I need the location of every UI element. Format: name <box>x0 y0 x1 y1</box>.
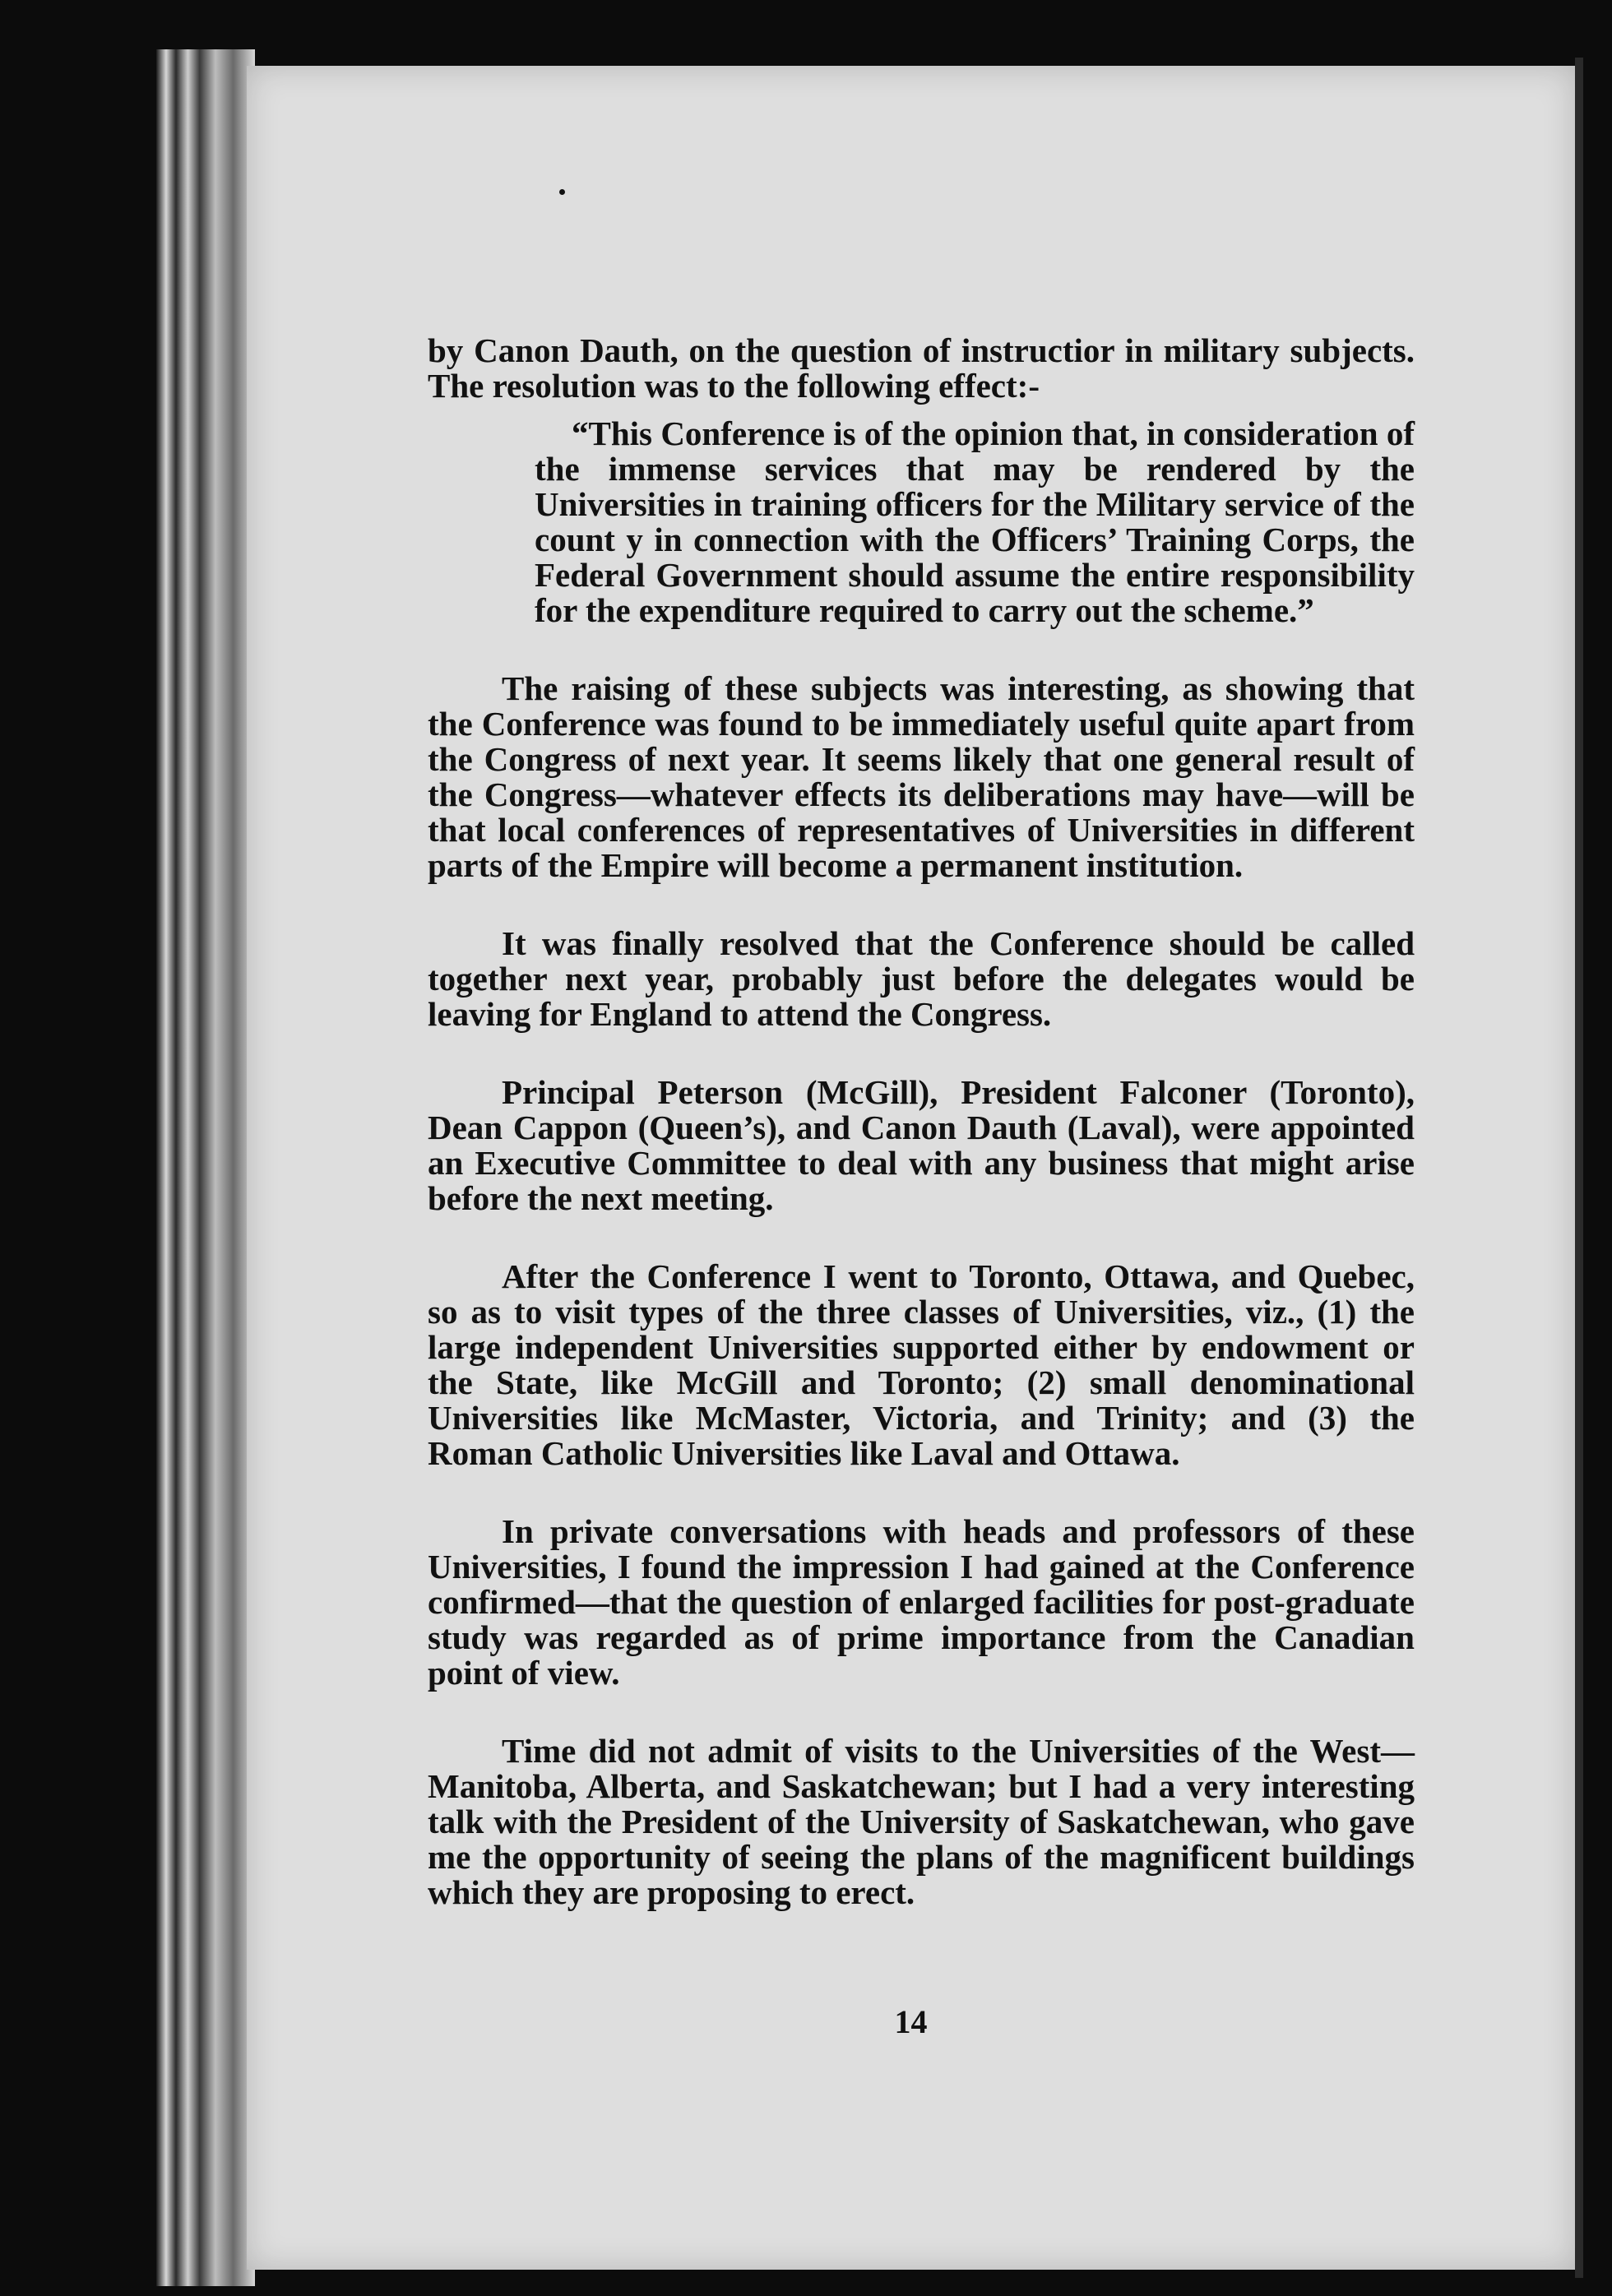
page-right-edge <box>1575 58 1583 2278</box>
book-spine-edge <box>156 49 255 2286</box>
paragraph-5: Principal Peterson (McGill), President Falconer (Toronto), Dean Cappon (Queen’s), and Canon Dauth (Laval), were appointed an Executive Committee to deal with any business that might arise before the next meeting. <box>428 1073 1415 1217</box>
paragraph-6: After the Conference I went to Toronto, Ottawa, and Quebec, so as to visit types of the three classes of Universities, viz., (1) the large independent Universities supported either by endowment or the State, like McGill and Toronto; (2) small denominational Universities like McMaster, Victoria, and Trinity; and (3) the Roman Catholic Universities like Laval and Ottawa. <box>428 1257 1415 1472</box>
page-body <box>428 333 1415 1910</box>
paragraph-7: In private conversations with heads and professors of these Universities, I found the impression I had gained at the Conference confirmed—that the question of enlarged facilities for post-graduate study was regarded as of prime importance from the Canadian point of view. <box>428 1512 1415 1692</box>
paragraph-3: The raising of these subjects was interesting, as showing that the Conference was found to be immediately useful quite apart from the Congress of next year. It seems likely that one general result of the Congress—whatever effects its deliberations may have—will be that local conferences of representatives of Universities in different parts of the Empire will become a permanent institution. <box>428 669 1415 884</box>
resolution-quote: “This Conference is of the opinion that, in consideration of the immense services that may be rendered by the Universities in training officers for the Military service of the count y in connection with the Officers’ Training Corps, the Federal Government should assume the entire responsibility for the expenditure required to carry out the scheme.” <box>535 414 1415 629</box>
paragraph-1: by Canon Dauth, on the question of instructior in military subjects. The resolution was to the following effect:- <box>428 331 1415 405</box>
document-page <box>247 66 1575 2270</box>
dust-speck <box>559 189 565 195</box>
paragraph-4: It was finally resolved that the Conference should be called together next year, probably just before the delegates would be leaving for England to attend the Congress. <box>428 924 1415 1033</box>
page-number: 14 <box>894 2003 928 2040</box>
paragraph-8: Time did not admit of visits to the Universities of the West—Manitoba, Alberta, and Saskatchewan; but I had a very interesting talk with the President of the University of Saskatchewan, who gave me the opportunity of seeing the plans of the magnificent buildings which they are proposing to erect. <box>428 1732 1415 1911</box>
